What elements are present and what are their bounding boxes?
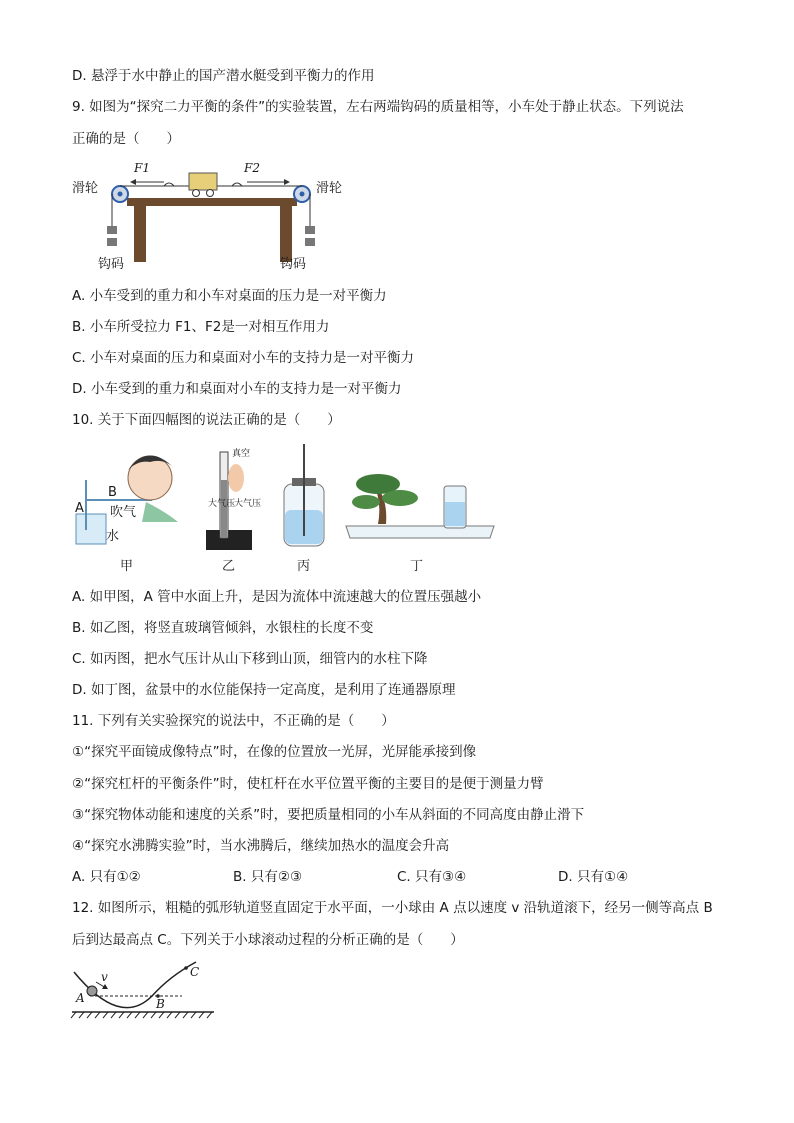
q11-option-d: D. 只有①④ (558, 869, 629, 885)
pulley-right-label: 滑轮 (316, 181, 342, 196)
q12-stem-line2: 后到达最高点 C。下列关于小球滚动过程的分析正确的是（ ） (72, 932, 464, 948)
q11-option-a: A. 只有①② (72, 869, 141, 885)
caption-yi: 乙 (222, 559, 236, 574)
q9-option-a: A. 小车受到的重力和小车对桌面的压力是一对平衡力 (72, 288, 387, 304)
svg-text:A: A (75, 501, 84, 516)
point-a-label: A (76, 991, 85, 1005)
svg-text:吹气: 吹气 (110, 505, 137, 520)
q11-stem: 11. 下列有关实验探究的说法中，不正确的是（ ） (72, 713, 395, 729)
caption-bing: 丙 (297, 559, 311, 574)
q12-stem-line1: 12. 如图所示，粗糙的弧形轨道竖直固定于水平面，一小球由 A 点以速度 v 沿轨道滚下，经另一侧等高点 B (72, 900, 713, 916)
caption-jia: 甲 (120, 559, 134, 574)
svg-text:大气压: 大气压 (208, 499, 236, 509)
svg-text:大气压: 大气压 (234, 499, 262, 509)
q10-figure-four-panels (72, 440, 512, 575)
point-b-label: B (156, 997, 165, 1011)
force-f2-label: F2 (244, 161, 260, 175)
pulley-left-label: 滑轮 (72, 181, 99, 196)
q10-stem: 10. 关于下面四幅图的说法正确的是（ ） (72, 412, 341, 428)
q9-option-c: C. 小车对桌面的压力和桌面对小车的支持力是一对平衡力 (72, 350, 415, 366)
force-f1-label: F1 (134, 161, 150, 175)
q9-stem-line2: 正确的是（ ） (72, 131, 180, 147)
ball (87, 986, 97, 996)
cart (189, 173, 217, 190)
q12-figure-arc-track (70, 960, 220, 1022)
velocity-label: v (101, 970, 108, 984)
q11-option-c: C. 只有③④ (397, 869, 467, 885)
q10-option-a: A. 如甲图，A 管中水面上升，是因为流体中流速越大的位置压强越小 (72, 589, 482, 605)
svg-text:B: B (108, 485, 117, 500)
q11-item-1: ①“探究平面镜成像特点”时，在像的位置放一光屏，光屏能承接到像 (72, 744, 477, 760)
weight-right-label: 钩码 (280, 257, 307, 272)
q10-option-d: D. 如丁图，盆景中的水位能保持一定高度，是利用了连通器原理 (72, 682, 456, 698)
svg-text:真空: 真空 (232, 449, 251, 459)
weight-left-label: 钩码 (98, 257, 125, 272)
point-c-label: C (190, 965, 200, 979)
q9-stem-line1: 9. 如图为“探究二力平衡的条件”的实验装置，左右两端钩码的质量相等，小车处于静止状态。下列说法 (72, 99, 684, 115)
panel-ding (346, 474, 494, 574)
caption-ding: 丁 (410, 559, 424, 574)
q9-option-b: B. 小车所受拉力 F1、F2是一对相互作用力 (72, 319, 330, 335)
q11-option-b: B. 只有②③ (233, 869, 303, 885)
panel-yi (206, 447, 261, 574)
q8-option-d: D. 悬浮于水中静止的国产潜水艇受到平衡力的作用 (72, 68, 375, 84)
q10-option-b: B. 如乙图，将竖直玻璃管倾斜，水银柱的长度不变 (72, 620, 374, 636)
q11-item-2: ②“探究杠杆的平衡条件”时，使杠杆在水平位置平衡的主要目的是便于测量力臂 (72, 776, 544, 792)
q10-option-c: C. 如丙图，把水气压计从山下移到山顶，细管内的水柱下降 (72, 651, 428, 667)
panel-bing (284, 444, 324, 574)
q11-item-4: ④“探究水沸腾实验”时，当水沸腾后，继续加热水的温度会升高 (72, 838, 450, 854)
svg-text:水: 水 (106, 529, 120, 544)
q11-item-3: ③“探究物体动能和速度的关系”时，要把质量相同的小车从斜面的不同高度由静止滑下 (72, 807, 585, 823)
q9-figure-two-force-apparatus (72, 158, 342, 276)
panel-jia (75, 455, 178, 574)
q9-option-d: D. 小车受到的重力和桌面对小车的支持力是一对平衡力 (72, 381, 402, 397)
